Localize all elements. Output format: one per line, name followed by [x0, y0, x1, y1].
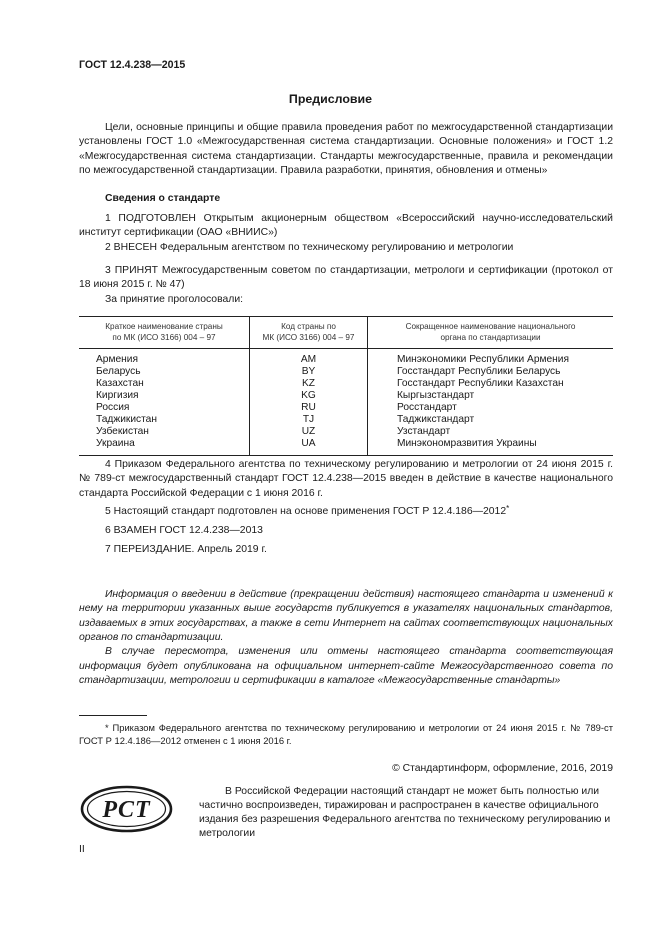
item-prepared: 1 ПОДГОТОВЛЕН Открытым акционерным обществом «Всероссийский научно-исследовательский институт сертификации (ОАО «ВНИИС»)	[79, 213, 613, 239]
standard-code: ГОСТ 12.4.238—2015	[79, 59, 186, 71]
footnote-mark: *	[506, 504, 510, 513]
info-heading: Сведения о стандарте	[105, 193, 221, 204]
country-code: KG	[250, 390, 368, 402]
header-code	[250, 317, 368, 349]
country-name: Россия	[96, 401, 130, 413]
country-name: Узбекистан	[96, 425, 149, 437]
standards-body: Кыргызстандарт	[368, 390, 614, 402]
distribution-info-paragraph-2: В случае пересмотра, изменения или отмены настоящего стандарта соответствующая информация будет опубликована на официальном интернет-сайте Межгосударственного совета по стандартизации, метрологии и сертификации в каталоге «Межгосударственные стандарты»	[79, 646, 613, 687]
item-reissue: 7 ПЕРЕИЗДАНИЕ. Апрель 2019 г.	[105, 544, 267, 555]
item-adopted-section	[79, 264, 613, 293]
header-authority-line2: органа по стандартизации	[440, 333, 541, 343]
item-order-section	[79, 458, 613, 501]
item-voted-section	[79, 293, 613, 307]
country-code: TJ	[250, 414, 368, 426]
logo-text: РСТ	[102, 797, 151, 823]
standards-body: Госстандарт Республики Казахстан	[368, 378, 614, 390]
rst-certification-mark-icon	[80, 785, 173, 833]
item-prepared-section	[79, 212, 613, 241]
item-replaces-section	[79, 524, 613, 538]
country-code: KZ	[250, 378, 368, 390]
country-name: Казахстан	[96, 378, 144, 389]
item-basis-section	[79, 503, 613, 519]
table-row	[79, 426, 613, 438]
country-code: UZ	[250, 426, 368, 438]
country-code: AM	[250, 349, 368, 366]
table-row	[79, 378, 613, 390]
country-code: RU	[250, 402, 368, 414]
distribution-info-paragraph-1: Информация о введении в действие (прекращении действия) настоящего стандарта и изменений к нему на территории указанных выше государств публикуется в указателях национальных стандартов, издаваемых в этих государствах, а также в сети Интернет на сайтах соответствующих национальных органов по стандартизации.	[79, 589, 613, 644]
table-header-row	[79, 317, 613, 349]
country-code: BY	[250, 366, 368, 378]
standards-body: Узстандарт	[368, 426, 614, 438]
distribution-info-section	[79, 588, 613, 689]
header-code-line2: МК (ИСО 3166) 004 – 97	[262, 333, 355, 343]
country-name: Армения	[96, 354, 138, 366]
table-row	[79, 438, 613, 455]
standards-body: Минэкономики Республики Армения	[368, 349, 614, 366]
item-basis	[79, 503, 613, 519]
standards-body: Минэкономразвития Украины	[368, 438, 614, 455]
copyright: © Стандартинформ, оформление, 2016, 2019	[392, 763, 613, 774]
intro-paragraph: Цели, основные принципы и общие правила проведения работ по межгосударственной стандартизации установлены ГОСТ 1.0 «Межгосударственная система стандартизации. Основные положения» и ГОСТ 1.2 «Межгосударственная система стандартизации. Стандарты межгосударственные, правила и рекомендации по межгосударственной стандартизации. Правила разработки, принятия, обновления и отмены»	[79, 122, 613, 177]
page-title: Предисловие	[288, 92, 373, 106]
standards-body: Росстандарт	[368, 402, 614, 414]
country-name: Украина	[79, 438, 250, 455]
country-name: Таджикистан	[96, 413, 157, 425]
rights-notice-section	[199, 785, 613, 842]
item-reissue-section	[79, 543, 613, 557]
country-name: Беларусь	[96, 366, 141, 378]
standards-body: Госстандарт Республики Беларусь	[368, 366, 614, 378]
countries-table	[79, 316, 613, 456]
table-row	[79, 402, 613, 414]
info-heading-section	[79, 192, 613, 206]
item-submitted-section	[79, 241, 613, 255]
page-number: II	[79, 844, 85, 855]
table-row	[79, 349, 613, 366]
table-row	[79, 366, 613, 378]
country-name: Киргизия	[96, 389, 139, 401]
footnote-section	[79, 722, 613, 748]
header-country-line1: Краткое наименование страны	[105, 322, 223, 331]
item-voted: За принятие проголосовали:	[105, 294, 244, 305]
table-row	[79, 390, 613, 402]
header-authority	[368, 317, 614, 349]
item-replaces: 6 ВЗАМЕН ГОСТ 12.4.238—2013	[105, 525, 263, 536]
header-code-line1: Код страны по	[281, 322, 336, 331]
table-row	[79, 414, 613, 426]
header-country	[79, 317, 250, 349]
footnote-divider	[79, 715, 147, 716]
country-code: UA	[250, 438, 368, 455]
item-submitted: 2 ВНЕСЕН Федеральным агентством по техническому регулированию и метрологии	[105, 242, 514, 253]
header-country-line2: по МК (ИСО 3166) 004 – 97	[112, 333, 216, 343]
item-basis-text: 5 Настоящий стандарт подготовлен на основе применения ГОСТ Р 12.4.186—2012	[105, 506, 507, 517]
item-adopted: 3 ПРИНЯТ Межгосударственным советом по стандартизации, метрологи и сертификации (протокол от 18 июня 2015 г. № 47)	[79, 265, 613, 291]
footnote-text: * Приказом Федерального агентства по техническому регулированию и метрологии от 24 июня 2015 г. № 789-ст ГОСТ Р 12.4.186—2012 отменен с 1 июня 2016 г.	[79, 722, 613, 746]
standards-body: Таджикстандарт	[368, 414, 614, 426]
item-order: 4 Приказом Федерального агентства по техническому регулированию и метрологии от 24 июня 2015 г. № 789-ст межгосударственный стандарт ГОСТ 12.4.238—2015 введен в действие в качестве национального стандарта Российской Федерации с 1 июня 2016 г.	[79, 459, 613, 499]
header-authority-line1: Сокращенное наименование национального	[405, 322, 576, 331]
rights-notice: В Российской Федерации настоящий стандарт не может быть полностью или частично воспроизведен, тиражирован и распространен в качестве официального издания без разрешения Федерального агентства по техническому регулированию и метрологии	[199, 786, 611, 840]
intro-section	[79, 121, 613, 178]
